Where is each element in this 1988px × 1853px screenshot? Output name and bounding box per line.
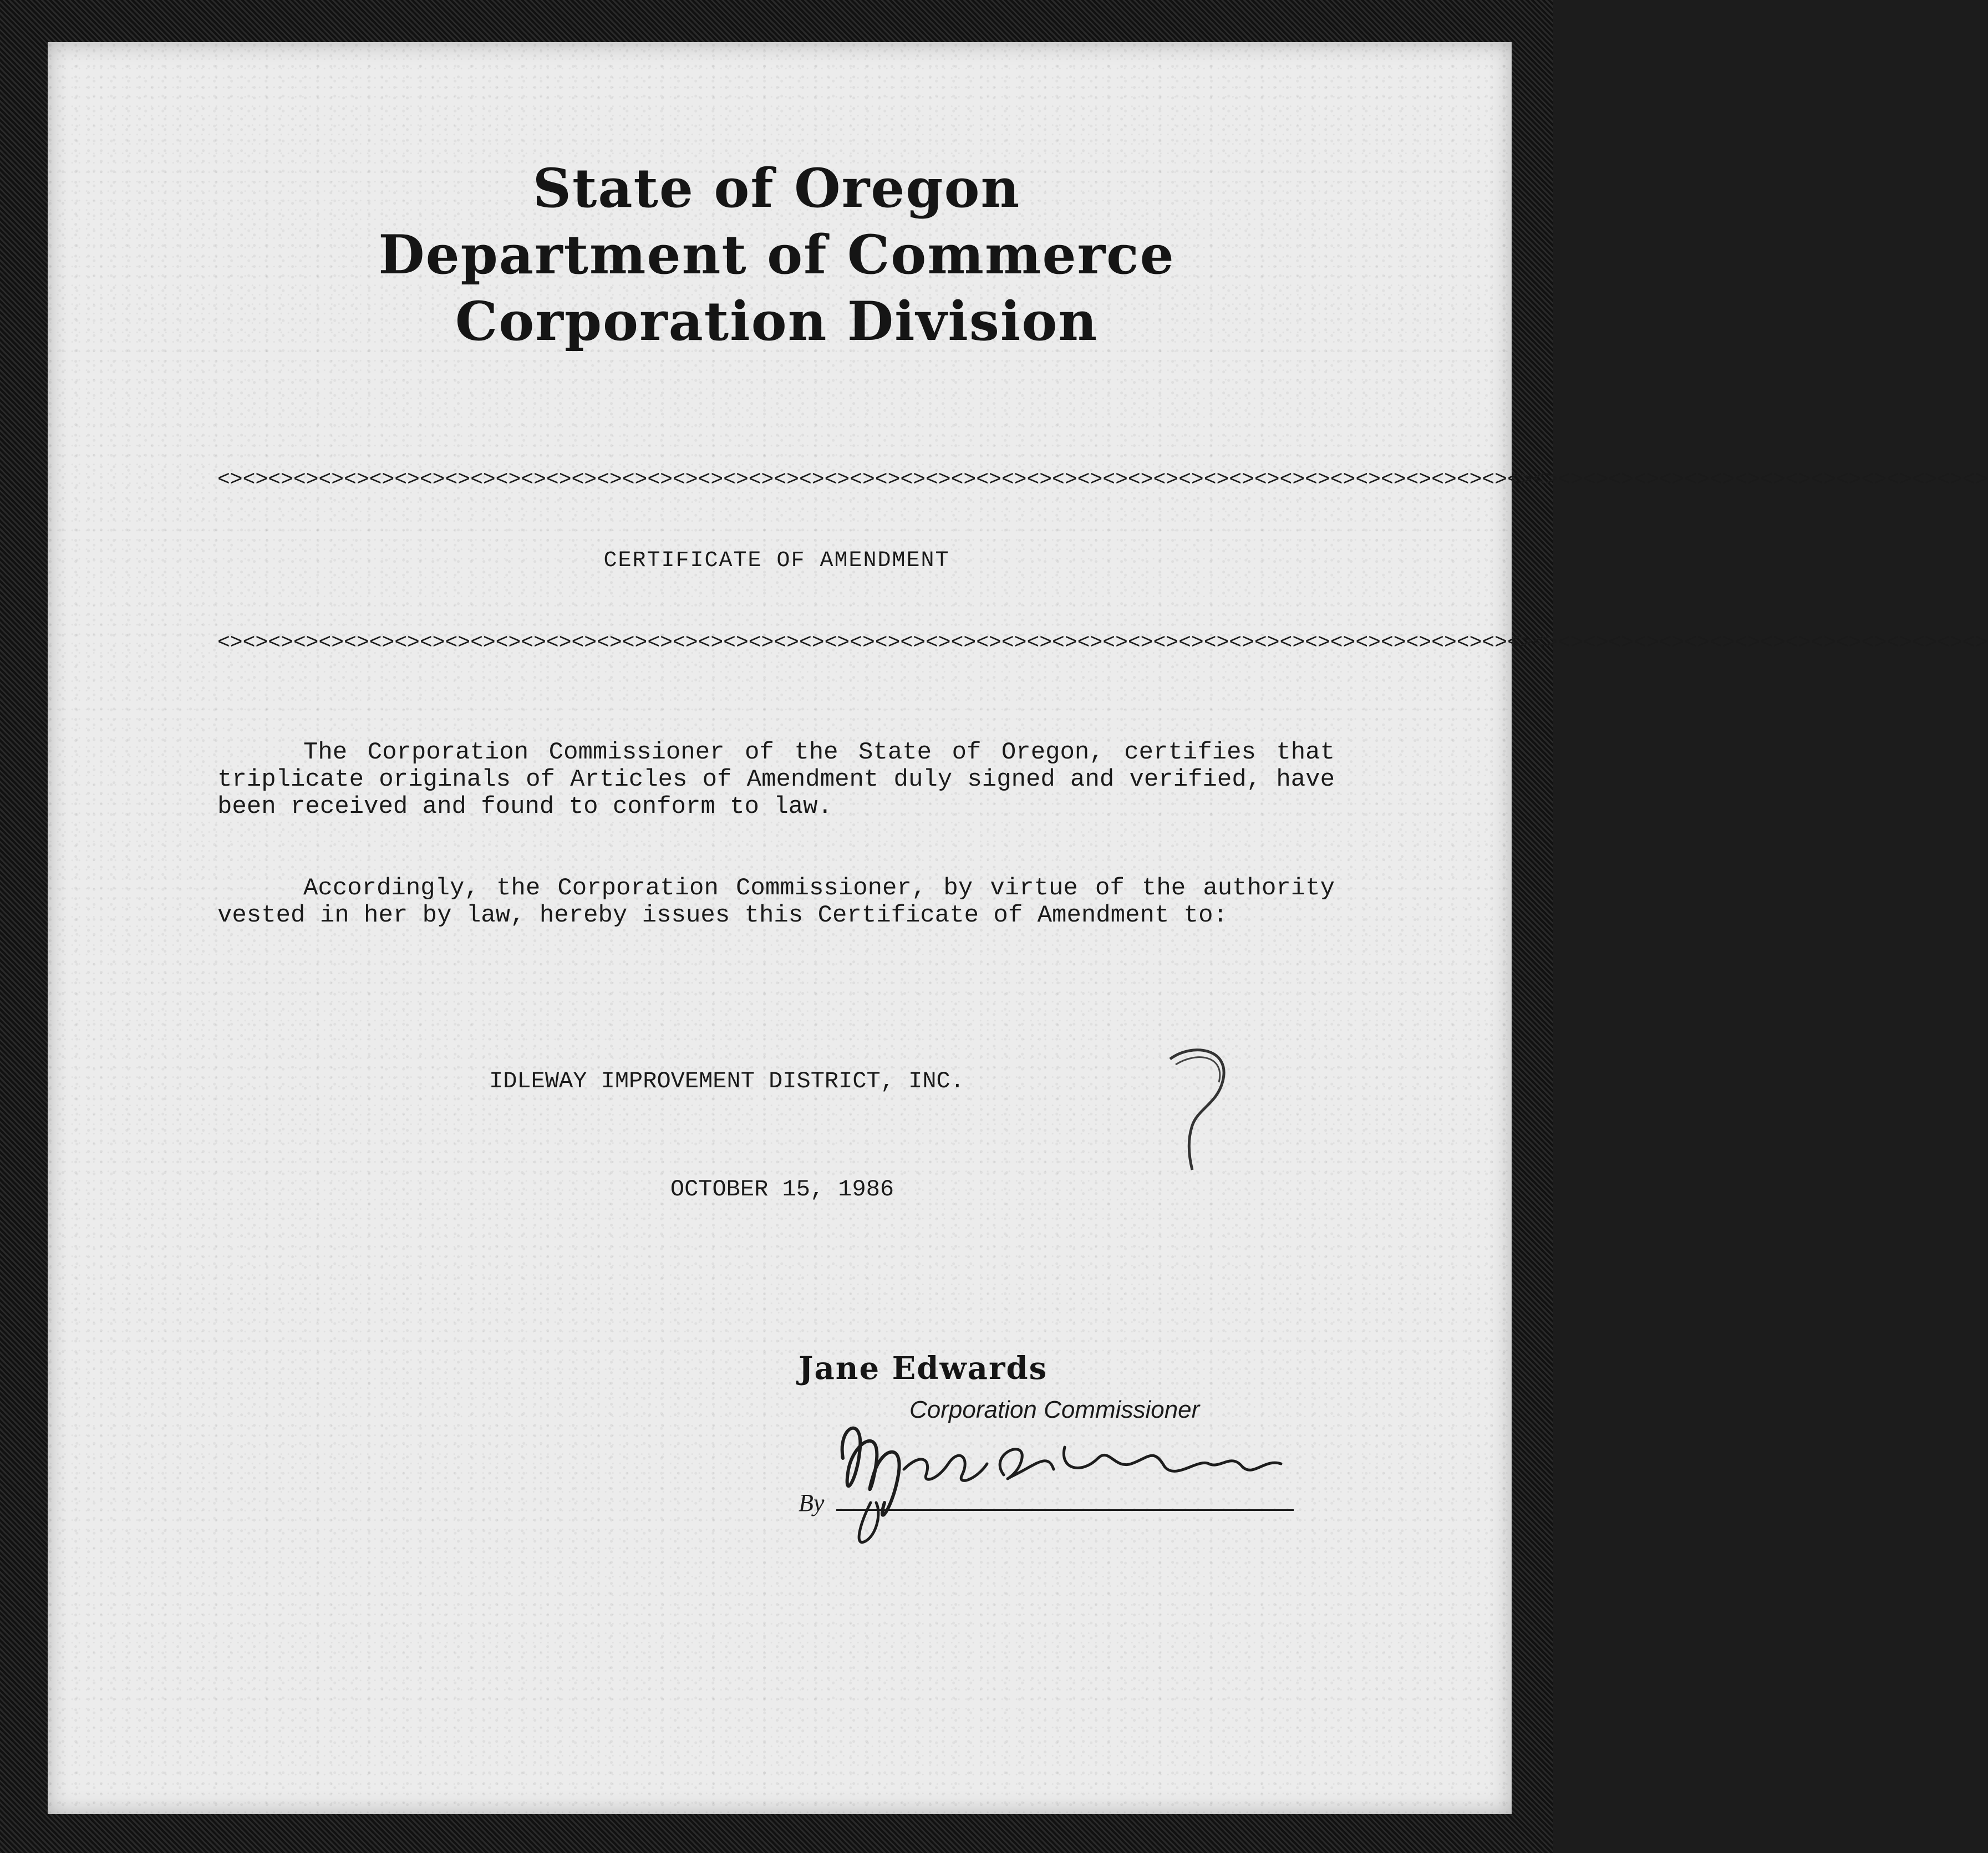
signature-line — [836, 1509, 1294, 1511]
header-division: Corporation Division — [455, 290, 1099, 353]
ornament-rule-bottom: <><><><><><><><><><><><><><><><><><><><><><><><><><><><><><><><><><><><><><><><><><><><><><><><><><><><><><><><><><><><><><><><><><><><><><> — [217, 631, 1988, 655]
certificate-date: OCTOBER 15, 1986 — [670, 1176, 894, 1203]
handwritten-signature — [821, 1392, 1320, 1552]
ornament-rule-top: <><><><><><><><><><><><><><><><><><><><><><><><><><><><><><><><><><><><><><><><><><><><><><><><><><><><><><><><><><><><><><><><><><><><><><> — [217, 468, 1988, 492]
issuance-paragraph: Accordingly, the Corporation Commissioner, by virtue of the authority vested in her by law, hereby issues this Certificate of Amendment to: — [217, 874, 1335, 929]
header-state: State of Oregon — [532, 157, 1021, 220]
header-department: Department of Commerce — [378, 223, 1175, 286]
handwritten-mark — [1159, 1042, 1237, 1175]
by-label: By — [799, 1489, 825, 1516]
certificate-title: CERTIFICATE OF AMENDMENT — [603, 548, 950, 573]
recipient-name: IDLEWAY IMPROVEMENT DISTRICT, INC. — [489, 1068, 964, 1095]
commissioner-name: Jane Edwards — [799, 1350, 1048, 1387]
certification-paragraph: The Corporation Commissioner of the State of Oregon, certifies that triplicate originals of Articles of Amendment duly signed and verified, have been received and found to conform to law. — [217, 739, 1335, 821]
commissioner-title: Corporation Commissioner — [909, 1396, 1200, 1423]
